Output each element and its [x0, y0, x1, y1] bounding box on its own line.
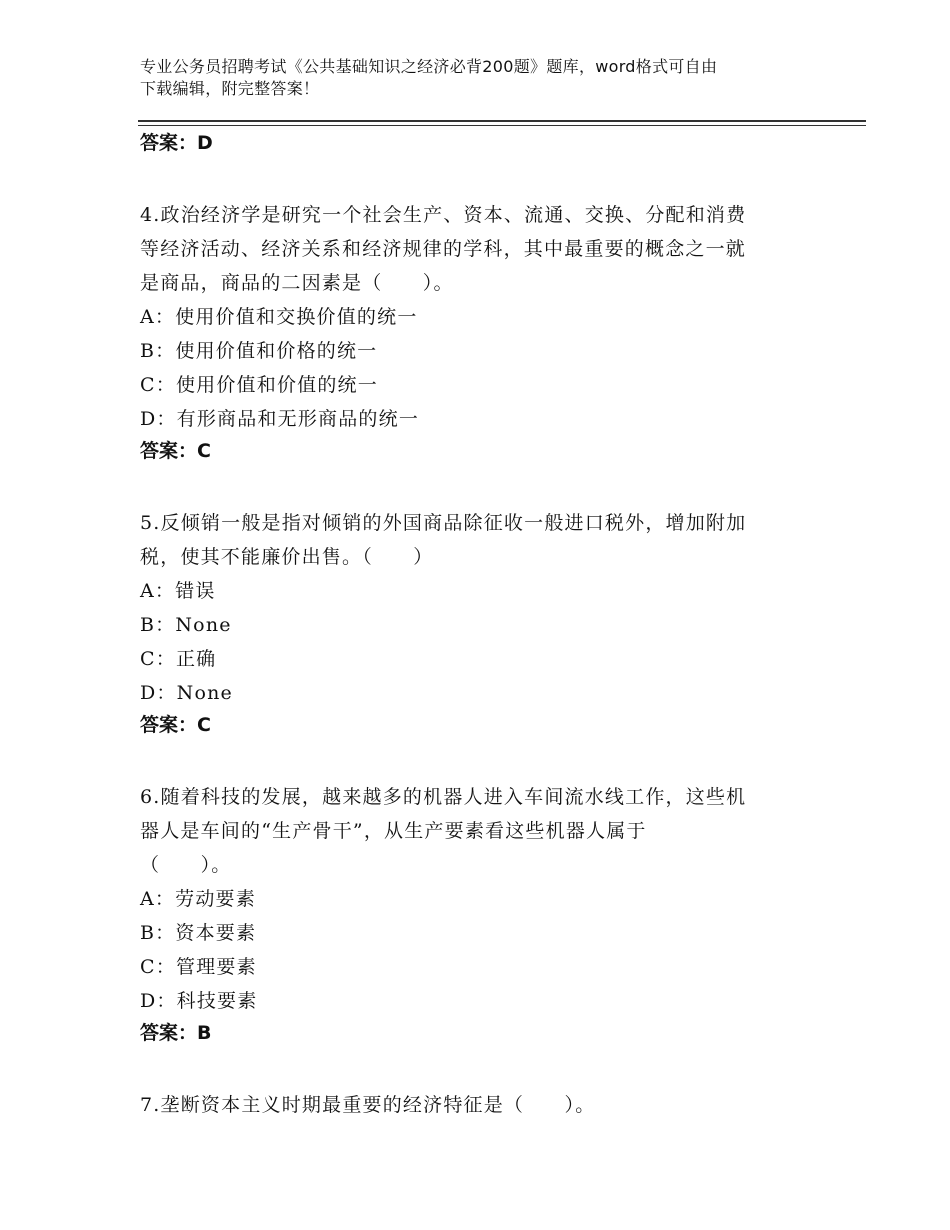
option-c: C：管理要素 — [140, 956, 257, 978]
question-text: 税，使其不能廉价出售。（ ） — [140, 546, 434, 568]
spacer — [140, 466, 820, 506]
option-b: B：使用价值和价格的统一 — [140, 340, 378, 362]
option-c: C：使用价值和价值的统一 — [140, 374, 378, 396]
question-5 — [140, 506, 820, 740]
option-a: A：错误 — [140, 580, 216, 602]
option-b: B：None — [140, 614, 232, 636]
option-b: B：资本要素 — [140, 922, 257, 944]
option-d: D：None — [140, 682, 233, 704]
document-header — [140, 56, 800, 100]
answer-label: 答案：C — [140, 714, 211, 736]
answer-label: 答案：C — [140, 440, 211, 462]
spacer — [140, 158, 820, 198]
question-6 — [140, 780, 820, 1048]
question-text: 4.政治经济学是研究一个社会生产、资本、流通、交换、分配和消费 — [140, 204, 747, 226]
option-a: A：使用价值和交换价值的统一 — [140, 306, 418, 328]
question-list — [140, 128, 820, 1122]
spacer — [140, 740, 820, 780]
header-line-2: 下载编辑，附完整答案！ — [140, 79, 320, 98]
question-text: （ ）。 — [140, 854, 232, 876]
question-4 — [140, 198, 820, 466]
header-divider-thick — [138, 120, 866, 122]
option-c: C：正确 — [140, 648, 217, 670]
option-a: A：劳动要素 — [140, 888, 256, 910]
option-d: D：有形商品和无形商品的统一 — [140, 408, 420, 430]
question-text: 5.反倾销一般是指对倾销的外国商品除征收一般进口税外，增加附加 — [140, 512, 747, 534]
question-text: 7.垄断资本主义时期最重要的经济特征是（ ）。 — [140, 1094, 596, 1116]
question-7 — [140, 1088, 820, 1122]
question-text: 器人是车间的“生产骨干”，从生产要素看这些机器人属于 — [140, 820, 647, 842]
spacer — [140, 1048, 820, 1088]
question-text: 等经济活动、经济关系和经济规律的学科，其中最重要的概念之一就 — [140, 238, 747, 260]
answer-label: 答案：B — [140, 1022, 212, 1044]
header-divider-thin — [138, 125, 866, 126]
question-text: 是商品，商品的二因素是（ ）。 — [140, 272, 454, 294]
header-line-1: 专业公务员招聘考试《公共基础知识之经济必背200题》题库，word格式可自由 — [140, 57, 718, 76]
answer-label: 答案：D — [140, 132, 213, 154]
question-text: 6.随着科技的发展，越来越多的机器人进入车间流水线工作，这些机 — [140, 786, 747, 808]
option-d: D：科技要素 — [140, 990, 258, 1012]
